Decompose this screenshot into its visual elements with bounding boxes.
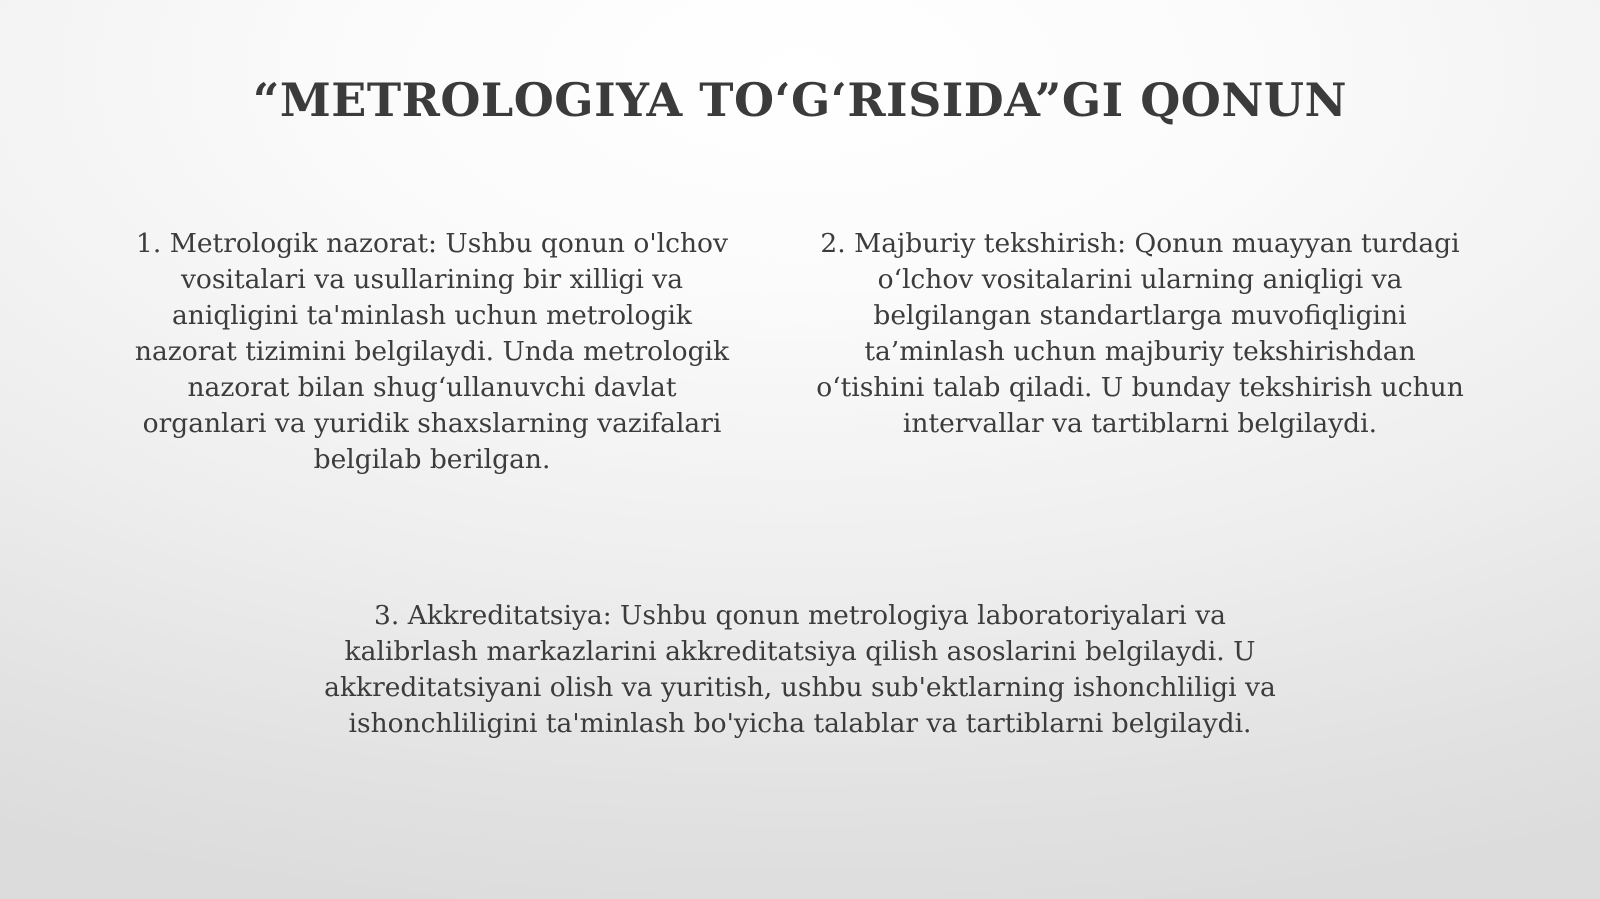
- paragraph-line: vositalari va usullarining bir xilligi va: [180, 264, 684, 295]
- paragraph-line: aniqligini ta'minlash uchun metrologik: [172, 300, 692, 331]
- paragraph-line: belgilab berilgan.: [313, 444, 551, 475]
- paragraph-akkreditatsiya: [240, 598, 1360, 742]
- paragraph-line: 1. Metrologik nazorat: Ushbu qonun o'lchov: [136, 228, 728, 259]
- paragraph-line: nazorat tizimini belgilaydi. Unda metrologik: [134, 336, 730, 367]
- paragraph-line: akkreditatsiyani olish va yuritish, ushbu sub'ektlarning ishonchliligi va: [324, 672, 1276, 703]
- paragraph-line: belgilangan standartlarga muvofiqligini: [873, 300, 1407, 331]
- paragraph-line: kalibrlash markazlarini akkreditatsiya qilish asoslarini belgilaydi. U: [344, 636, 1256, 667]
- paragraph-line: o‘lchov vositalarini ularning aniqligi va: [877, 264, 1403, 295]
- paragraph-line: 2. Majburiy tekshirish: Qonun muayyan turdagi: [820, 228, 1460, 259]
- paragraph-line: ta’minlash uchun majburiy tekshirishdan: [864, 336, 1416, 367]
- slide-title: “METROLOGIYA TO‘G‘RISIDA”GI QONUN: [252, 73, 1348, 127]
- paragraph-line: 3. Akkreditatsiya: Ushbu qonun metrologiya laboratoriyalari va: [374, 600, 1226, 631]
- paragraph-line: intervallar va tartiblarni belgilaydi.: [902, 408, 1378, 439]
- paragraph-line: nazorat bilan shug‘ullanuvchi davlat: [187, 372, 677, 403]
- paragraph-majburiy-tekshirish: [790, 226, 1490, 442]
- paragraph-line: ishonchliligini ta'minlash bo'yicha talablar va tartiblarni belgilaydi.: [348, 708, 1252, 739]
- paragraph-metrologik-nazorat: [102, 226, 762, 478]
- paragraph-line: organlari va yuridik shaxslarning vazifalari: [142, 408, 722, 439]
- paragraph-line: o‘tishini talab qiladi. U bunday tekshirish uchun: [816, 372, 1464, 403]
